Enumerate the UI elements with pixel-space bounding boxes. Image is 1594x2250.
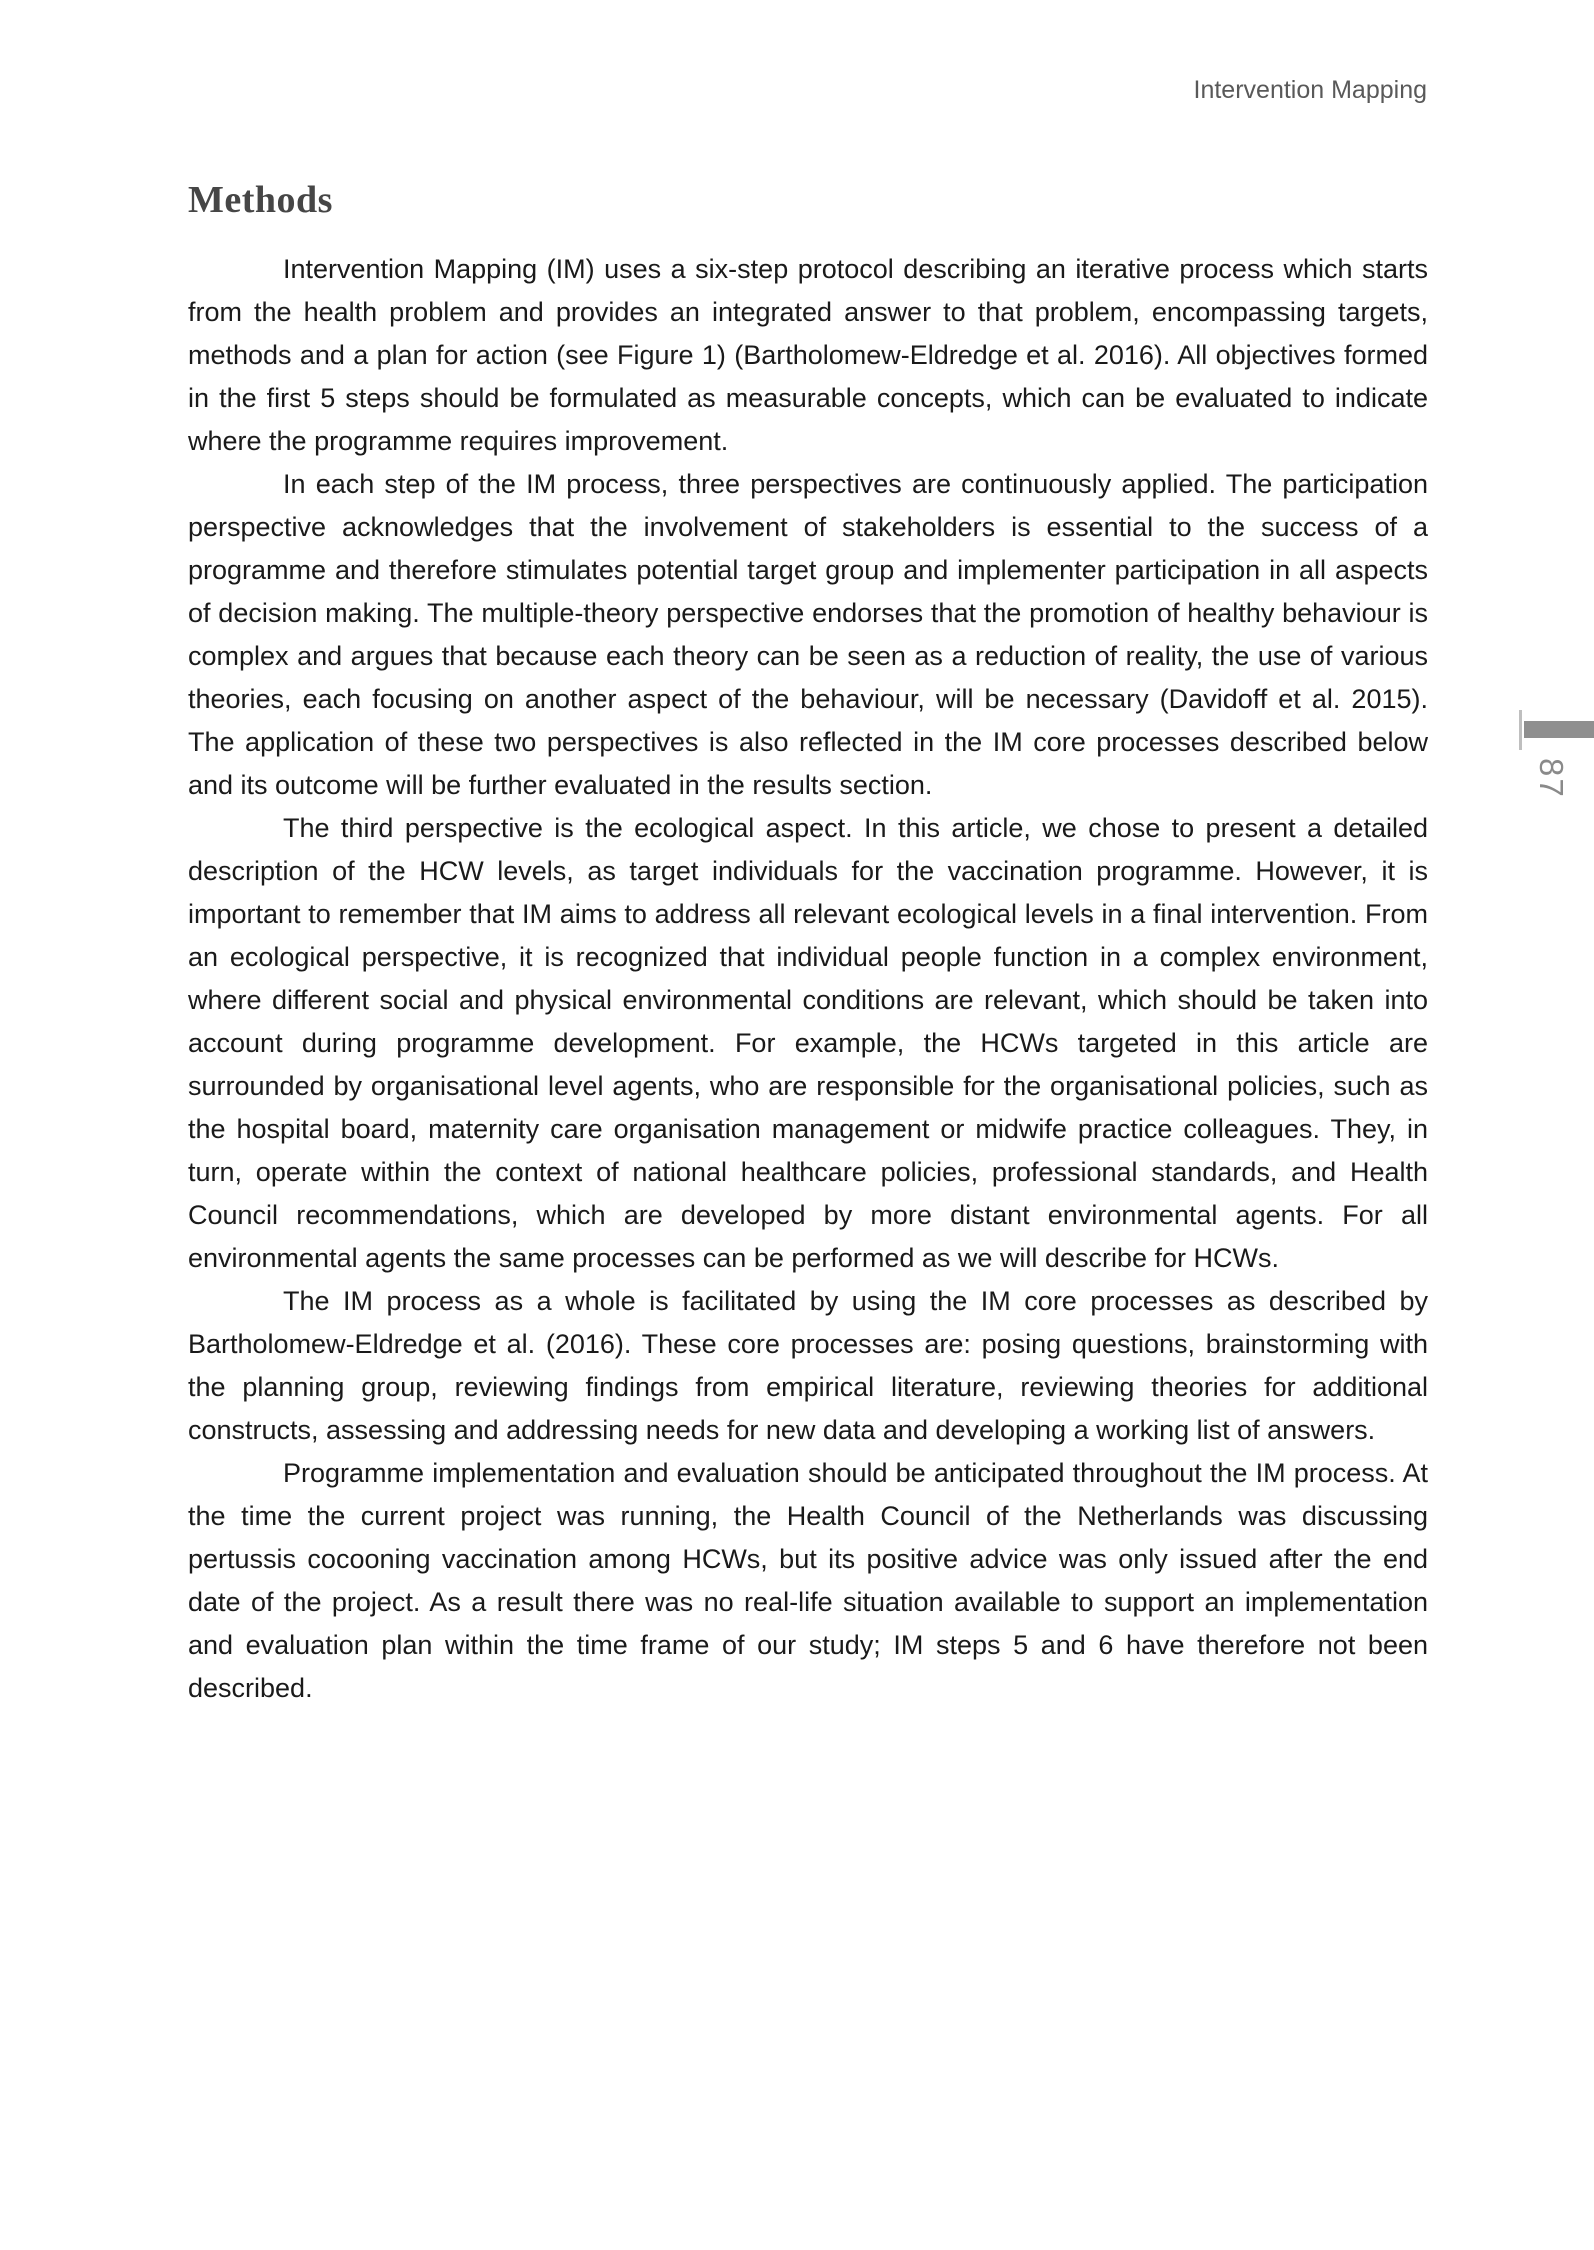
section-title: Methods — [188, 179, 333, 221]
margin-bar — [1524, 721, 1594, 738]
running-header: Intervention Mapping — [1193, 76, 1427, 104]
paragraph-4: The IM process as a whole is facilitated by using the IM core processes as described by Bartholomew-Eldredge et al. (2016). These core processes are: posing questions, brainstorming with the planning group, reviewing findings from empirical literature, reviewing theories for additional constructs, assessing and addressing needs for new data and developing a working list of answers. — [188, 1286, 1428, 1445]
page-number: 87 — [1533, 758, 1570, 799]
margin-marker — [1504, 708, 1594, 758]
paragraph-3: The third perspective is the ecological aspect. In this article, we chose to present a detailed description of the HCW levels, as target individuals for the vaccination programme. However, it is important to remember that IM aims to address all relevant ecological levels in a final intervention. From an ecological perspective, it is recognized that individual people function in a complex environment, where different social and physical environmental conditions are relevant, which should be taken into account during programme development. For example, the HCWs targeted in this article are surrounded by organisational level agents, who are responsible for the organisational policies, such as the hospital board, maternity care organisation management or midwife practice colleagues. They, in turn, operate within the context of national healthcare policies, professional standards, and Health Council recommendations, which are developed by more distant environmental agents. For all environmental agents the same processes can be performed as we will describe for HCWs. — [188, 813, 1428, 1273]
paragraph-1: Intervention Mapping (IM) uses a six-step protocol describing an iterative process which starts from the health problem and provides an integrated answer to that problem, encompassing targets, methods and a plan for action (see Figure 1) (Bartholomew-Eldredge et al. 2016). All objectives formed in the first 5 steps should be formulated as measurable concepts, which can be evaluated to indicate where the programme requires improvement. — [188, 254, 1428, 456]
body-text — [188, 248, 1428, 1710]
paragraph-5: Programme implementation and evaluation should be anticipated throughout the IM process. At the time the current project was running, the Health Council of the Netherlands was discussing pertussis cocooning vaccination among HCWs, but its positive advice was only issued after the end date of the project. As a result there was no real-life situation available to support an implementation and evaluation plan within the time frame of our study; IM steps 5 and 6 have therefore not been described. — [188, 1458, 1428, 1703]
paragraph-2: In each step of the IM process, three perspectives are continuously applied. The participation perspective acknowledges that the involvement of stakeholders is essential to the success of a programme and therefore stimulates potential target group and implementer participation in all aspects of decision making. The multiple-theory perspective endorses that the promotion of healthy behaviour is complex and argues that because each theory can be seen as a reduction of reality, the use of various theories, each focusing on another aspect of the behaviour, will be necessary (Davidoff et al. 2015). The application of these two perspectives is also reflected in the IM core processes described below and its outcome will be further evaluated in the results section. — [188, 469, 1428, 800]
margin-tick-line — [1519, 710, 1522, 750]
